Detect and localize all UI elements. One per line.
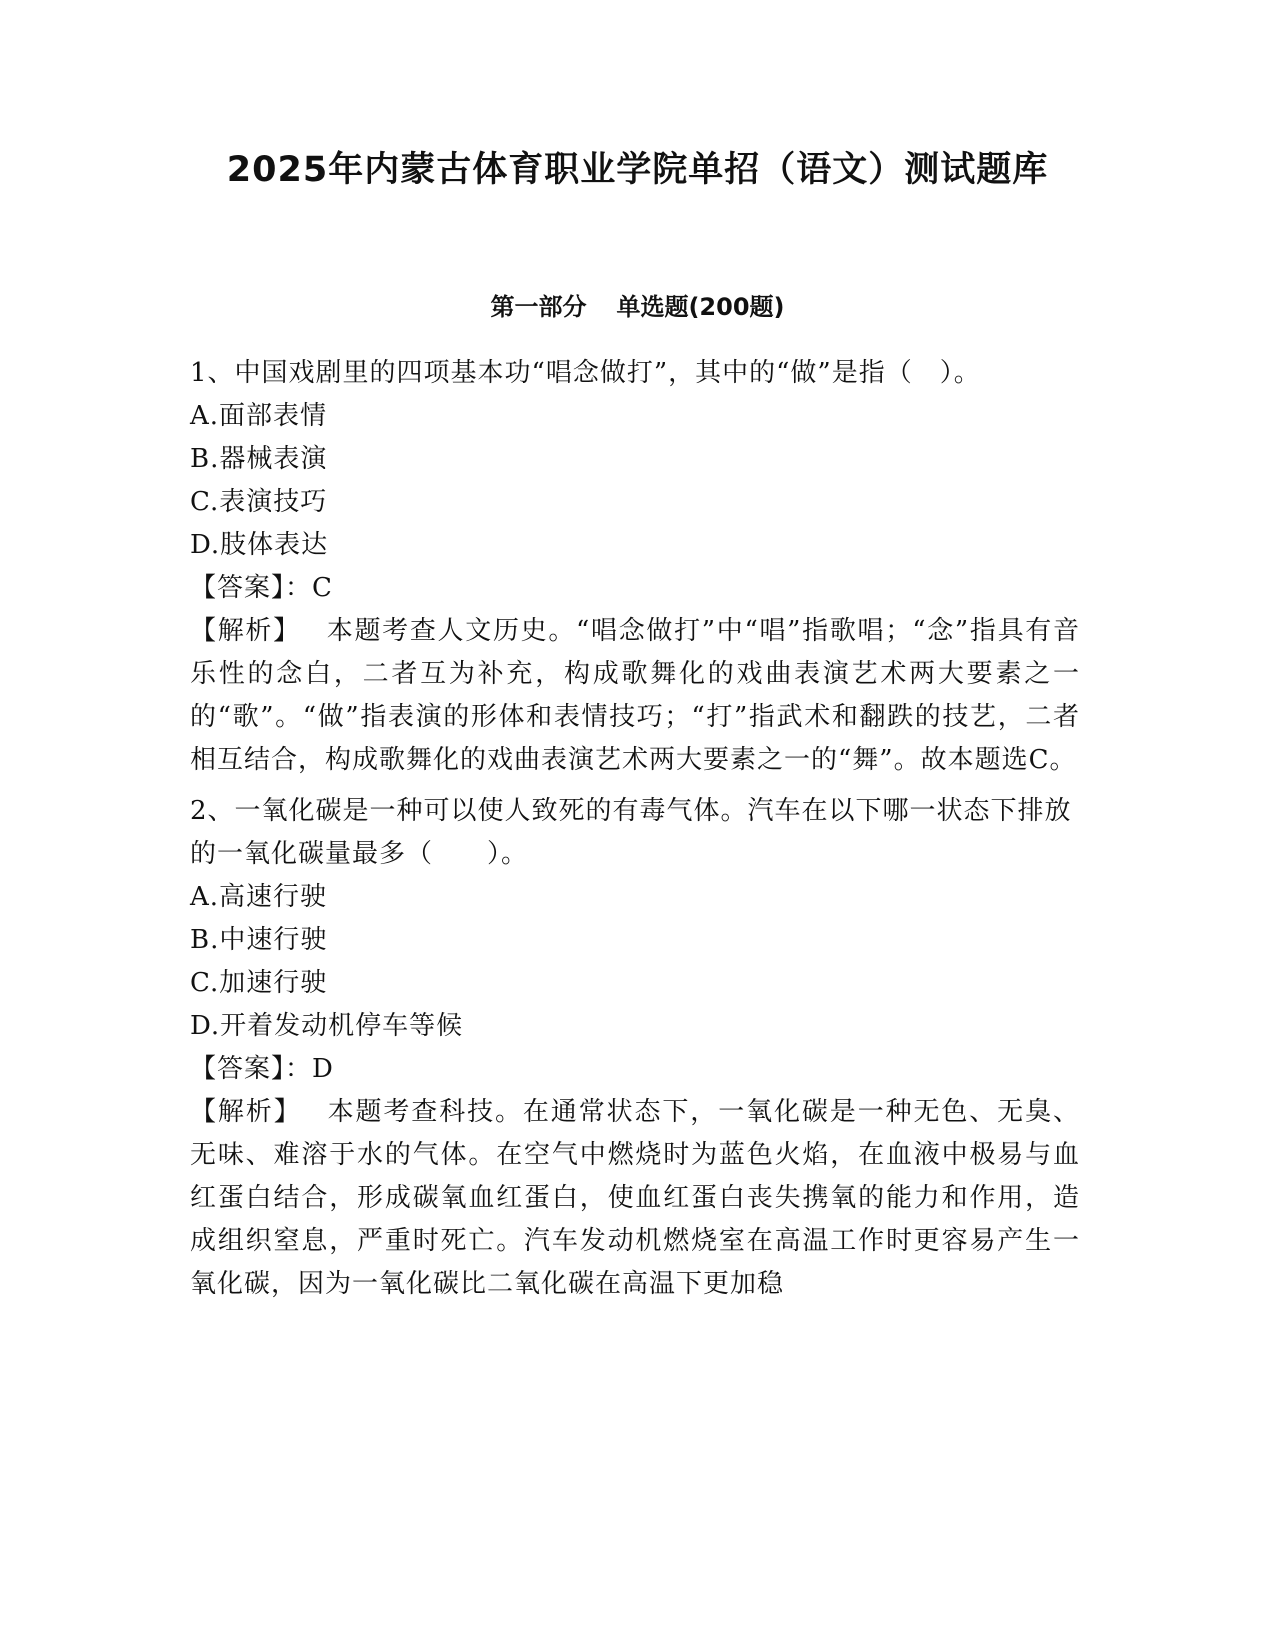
section-part: 第一部分 xyxy=(490,293,587,321)
document-title: 2025年内蒙古体育职业学院单招（语文）测试题库 xyxy=(226,150,1049,190)
analysis-text: 本题考查科技。在通常状态下，一氧化碳是一种无色、无臭、无味、难溶于水的气体。在空气中燃烧时为蓝色火焰，在血液中极易与血红蛋白结合，形成碳氧血红蛋白，使血红蛋白丧失携氧的能力和作用，造成组织窒息，严重时死亡。汽车发动机燃烧室在高温工作时更容易产生一氧化碳，因为一氧化碳比二氧化碳在高温下更加稳 xyxy=(190,1097,1080,1299)
section-name: 单选题(200题) xyxy=(616,293,785,321)
analysis-label: 【解析】 xyxy=(190,1097,302,1127)
question-stem: 1、中国戏剧里的四项基本功“唱念做打”，其中的“做”是指（ ）。 xyxy=(190,358,981,388)
option-b: B.器械表演 xyxy=(190,444,328,474)
question-list xyxy=(190,352,1080,1314)
option-a: A.高速行驶 xyxy=(190,882,328,912)
analysis-paragraph xyxy=(190,1091,1080,1306)
question-item xyxy=(190,352,1080,782)
answer-line xyxy=(190,567,1080,610)
option-a: A.面部表情 xyxy=(190,401,328,431)
analysis-label: 【解析】 xyxy=(190,616,301,646)
answer-label: 【答案】： xyxy=(190,1054,313,1084)
section-title xyxy=(0,291,1275,323)
question-stem: 2、一氧化碳是一种可以使人致死的有毒气体。汽车在以下哪一状态下排放的一氧化碳量最多（ ）。 xyxy=(190,796,1072,869)
answer-label: 【答案】： xyxy=(190,573,313,603)
option-c: C.加速行驶 xyxy=(190,968,328,998)
answer-value: D xyxy=(312,1054,334,1084)
answer-line xyxy=(190,1048,1080,1091)
option-d: D.开着发动机停车等候 xyxy=(190,1011,464,1041)
analysis-text: 本题考查人文历史。“唱念做打”中“唱”指歌唱；“念”指具有音乐性的念白，二者互为补充，构成歌舞化的戏曲表演艺术两大要素之一的“歌”。“做”指表演的形体和表情技巧；“打”指武术和翻跌的技艺，二者相互结合，构成歌舞化的戏曲表演艺术两大要素之一的“舞”。故本题选C。 xyxy=(190,616,1080,775)
option-d: D.肢体表达 xyxy=(190,530,329,560)
answer-value: C xyxy=(312,573,333,603)
question-item xyxy=(190,790,1080,1306)
analysis-paragraph xyxy=(190,610,1080,782)
option-c: C.表演技巧 xyxy=(190,487,328,517)
option-b: B.中速行驶 xyxy=(190,925,328,955)
